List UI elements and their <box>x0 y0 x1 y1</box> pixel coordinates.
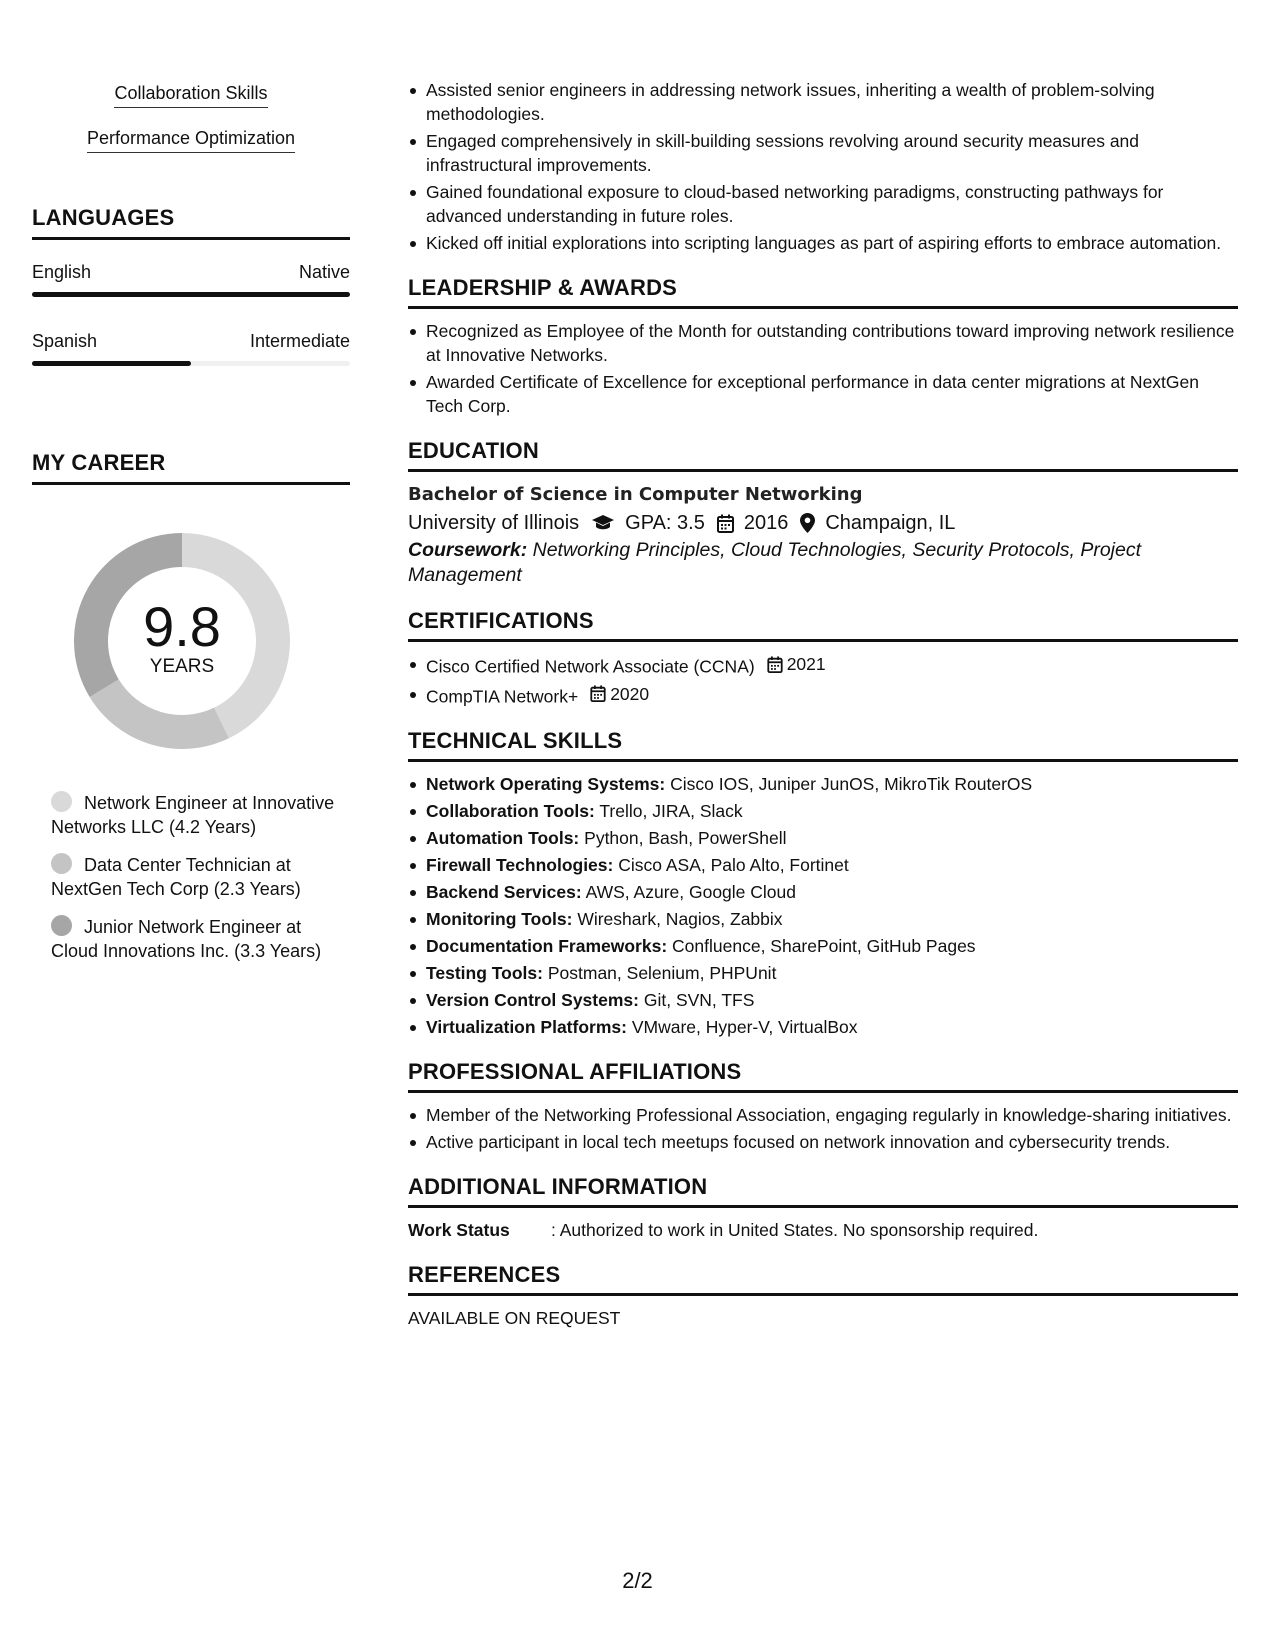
skill-category: Collaboration Tools: <box>426 801 595 821</box>
technical-skills-heading: TECHNICAL SKILLS <box>408 728 1238 762</box>
location-pin-icon <box>800 513 815 533</box>
experience-bullet: Kicked off initial explorations into scripting languages as part of aspiring efforts to embrace automation. <box>426 231 1238 255</box>
affiliations-heading: PROFESSIONAL AFFILIATIONS <box>408 1059 1238 1093</box>
skill-values: Cisco IOS, Juniper JunOS, MikroTik RouterOS <box>670 774 1033 794</box>
technical-skill-item <box>426 826 1238 850</box>
affiliation-item: Member of the Networking Professional Association, engaging regularly in knowledge-sharing initiatives. <box>426 1103 1238 1127</box>
career-total-value: 9.8 <box>143 595 221 658</box>
language-name: Spanish <box>32 331 98 351</box>
language-row-english <box>32 262 350 282</box>
technical-skill-item <box>426 907 1238 931</box>
technical-skill-item <box>426 853 1238 877</box>
skill-category: Backend Services: <box>426 882 582 902</box>
sidebar <box>32 82 350 366</box>
certifications-section <box>408 608 1238 708</box>
certifications-list <box>408 652 1238 708</box>
coursework-label: Coursework: <box>408 539 528 561</box>
language-proficiency-bar <box>32 361 350 366</box>
work-status-value: : Authorized to work in United States. No sponsorship required. <box>551 1220 1039 1240</box>
language-proficiency-fill <box>32 292 350 297</box>
leadership-heading: LEADERSHIP & AWARDS <box>408 275 1238 309</box>
technical-skill-item <box>426 988 1238 1012</box>
school-location: Champaign, IL <box>825 512 956 534</box>
technical-skills-section <box>408 728 1238 1039</box>
school-name: University of Illinois <box>408 512 580 534</box>
education-heading: EDUCATION <box>408 438 1238 472</box>
certification-name: Cisco Certified Network Associate (CCNA) <box>426 656 755 677</box>
certification-year: 2020 <box>610 683 650 704</box>
degree-title: Bachelor of Science in Computer Networking <box>408 484 863 505</box>
skill-values: Postman, Selenium, PHPUnit <box>547 963 777 983</box>
technical-skills-list <box>408 772 1238 1039</box>
technical-skill-item <box>426 1015 1238 1039</box>
legend-dot-icon <box>51 853 72 874</box>
experience-bullet-list <box>408 78 1238 255</box>
skill-values: Trello, JIRA, Slack <box>599 801 743 821</box>
certification-item <box>426 652 1238 679</box>
affiliations-section <box>408 1059 1238 1154</box>
technical-skill-item <box>426 772 1238 796</box>
technical-skill-item <box>426 934 1238 958</box>
additional-info-section <box>408 1174 1238 1242</box>
coursework <box>408 538 1238 588</box>
career-legend-item <box>51 853 336 901</box>
calendar-icon <box>767 656 783 673</box>
skill-category: Monitoring Tools: <box>426 909 573 929</box>
gpa: GPA: 3.5 <box>625 512 705 534</box>
references-section <box>408 1262 1238 1330</box>
legend-dot-icon <box>51 915 72 936</box>
education-section <box>408 438 1238 588</box>
technical-skill-item <box>426 961 1238 985</box>
skill-values: Wireshark, Nagios, Zabbix <box>577 909 783 929</box>
skill-collaboration: Collaboration Skills <box>114 82 267 108</box>
calendar-icon <box>717 514 734 533</box>
career-legend-item <box>51 791 336 839</box>
references-text: AVAILABLE ON REQUEST <box>408 1308 621 1328</box>
affiliation-item: Active participant in local tech meetups focused on network innovation and cybersecurity trends. <box>426 1130 1238 1154</box>
leadership-section <box>408 275 1238 418</box>
technical-skill-item <box>426 880 1238 904</box>
career-legend-label: Network Engineer at Innovative Networks LLC (4.2 Years) <box>51 793 335 837</box>
graduation-cap-icon <box>591 514 615 532</box>
calendar-icon <box>590 685 606 702</box>
career-legend-label: Data Center Technician at NextGen Tech Corp (2.3 Years) <box>51 855 301 899</box>
work-status-label: Work Status <box>408 1220 510 1240</box>
certification-name: CompTIA Network+ <box>426 686 579 706</box>
references-heading: REFERENCES <box>408 1262 1238 1296</box>
skill-category: Testing Tools: <box>426 963 543 983</box>
skill-values: Confluence, SharePoint, GitHub Pages <box>672 936 976 956</box>
career-heading: MY CAREER <box>32 450 350 485</box>
career-section <box>32 450 350 977</box>
language-level: Native <box>298 262 350 282</box>
leadership-item: Recognized as Employee of the Month for outstanding contributions toward improving network resilience at Innovative Networks. <box>426 319 1238 367</box>
coursework-list: Networking Principles, Cloud Technologies, Security Protocols, Project Management <box>408 539 1142 586</box>
certifications-heading: CERTIFICATIONS <box>408 608 1238 642</box>
skill-values: Git, SVN, TFS <box>643 990 755 1010</box>
languages-section <box>32 205 350 366</box>
language-proficiency-fill <box>32 361 191 366</box>
experience-bullet: Engaged comprehensively in skill-building sessions revolving around security measures and infrastructural improvements. <box>426 129 1238 177</box>
career-total-unit: YEARS <box>149 656 215 677</box>
skill-values: VMware, Hyper-V, VirtualBox <box>631 1017 858 1037</box>
additional-info-heading: ADDITIONAL INFORMATION <box>408 1174 1238 1208</box>
education-meta <box>408 508 1238 538</box>
languages-heading: LANGUAGES <box>32 205 350 240</box>
skill-category: Network Operating Systems: <box>426 774 666 794</box>
skill-values: Python, Bash, PowerShell <box>584 828 787 848</box>
language-name: English <box>32 262 92 282</box>
affiliations-list <box>408 1103 1238 1154</box>
certification-year: 2021 <box>786 654 826 674</box>
language-row-spanish <box>32 331 350 351</box>
graduation-year: 2016 <box>743 512 789 534</box>
skill-category: Firewall Technologies: <box>426 855 614 875</box>
legend-dot-icon <box>51 791 72 812</box>
career-legend-item <box>51 915 336 963</box>
career-donut-chart <box>66 525 298 757</box>
certification-date <box>767 652 826 676</box>
main-content <box>408 78 1238 1330</box>
leadership-item: Awarded Certificate of Excellence for exceptional performance in data center migrations at NextGen Tech Corp. <box>426 370 1238 418</box>
language-level: Intermediate <box>249 331 350 351</box>
skill-values: Cisco ASA, Palo Alto, Fortinet <box>618 855 849 875</box>
leadership-list <box>408 319 1238 418</box>
certification-item <box>426 682 1238 709</box>
work-status-row <box>408 1218 1238 1242</box>
certification-date <box>590 682 649 706</box>
skill-category: Version Control Systems: <box>426 990 639 1010</box>
career-donut-center <box>66 525 298 757</box>
experience-bullet: Gained foundational exposure to cloud-based networking paradigms, constructing pathways for advanced understanding in future roles. <box>426 180 1238 228</box>
skill-category: Documentation Frameworks: <box>426 936 668 956</box>
technical-skill-item <box>426 799 1238 823</box>
skill-values: AWS, Azure, Google Cloud <box>585 882 796 902</box>
page-number: 2/2 <box>622 1568 653 1593</box>
career-legend <box>51 791 336 963</box>
language-proficiency-bar <box>32 292 350 297</box>
experience-bullet: Assisted senior engineers in addressing network issues, inheriting a wealth of problem-solving methodologies. <box>426 78 1238 126</box>
career-legend-label: Junior Network Engineer at Cloud Innovations Inc. (3.3 Years) <box>51 917 322 961</box>
skill-performance-optimization: Performance Optimization <box>87 127 295 153</box>
skill-category: Virtualization Platforms: <box>426 1017 627 1037</box>
skill-category: Automation Tools: <box>426 828 580 848</box>
